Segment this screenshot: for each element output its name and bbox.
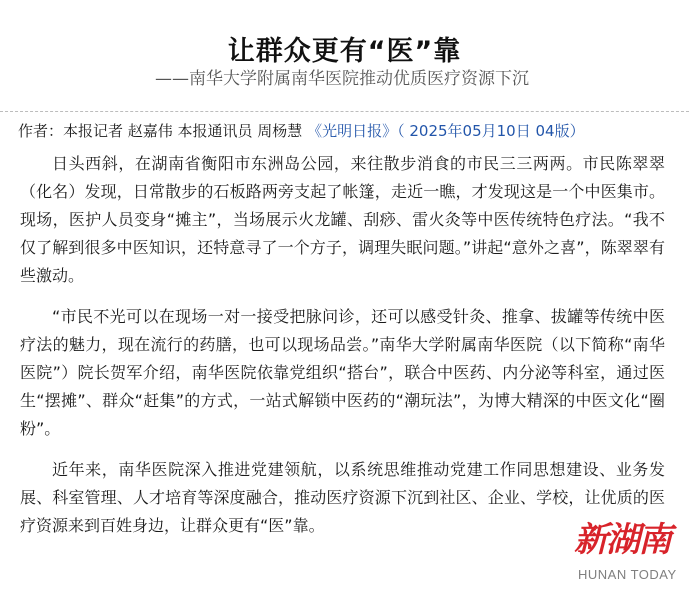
logo-chinese-name: 新湖南 — [574, 520, 670, 560]
byline-source: 《光明日报》（ 2025年05月10日 04版） — [307, 122, 585, 140]
paragraph-2: “市民不光可以在现场一对一接受把脉问诊，还可以感受针灸、推拿、拔罐等传统中医疗法的魅力，现在流行的药膳，也可以现场品尝。”南华大学附属南华医院（以下简称“南华医院”）院长贺军介绍，南华医院依靠党组织“搭台”，联合中医药、内分泌等科室，通过医生“摆摊”、群众“赶集”的方式，一站式解锁中医药的“潮玩法”，为博大精深的中医文化“圈粉”。 — [20, 307, 665, 438]
article-title: 让群众更有“医”靠 — [227, 36, 462, 68]
byline-authors: 作者：本报记者 赵嘉伟 本报通讯员 周杨慧 — [18, 122, 303, 140]
hunan-today-logo — [568, 518, 684, 594]
article-body — [20, 150, 665, 553]
article-subtitle: ——南华大学附属南华医院推动优质医疗资源下沉 — [155, 69, 529, 89]
byline — [18, 119, 585, 143]
paragraph-1: 日头西斜，在湖南省衡阳市东洲岛公园，来往散步消食的市民三三两两。市民陈翠翠（化名）发现，日常散步的石板路两旁支起了帐篷，走近一瞧，才发现这是一个中医集市。现场，医护人员变身“摊主”，当场展示火龙罐、刮痧、雷火灸等中医传统特色疗法。“我不仅了解到很多中医知识，还特意寻了一个方子，调理失眠问题。”讲起“意外之喜”，陈翠翠有些激动。 — [20, 154, 665, 285]
paragraph-3: 近年来，南华医院深入推进党建领航，以系统思维推动党建工作同思想建设、业务发展、科室管理、人才培育等深度融合，推动医疗资源下沉到社区、企业、学校，让优质的医疗资源来到百姓身边，让群众更有“医”靠。 — [20, 460, 665, 535]
title-divider — [0, 111, 689, 112]
logo-english-name: HUNAN TODAY — [578, 567, 677, 582]
